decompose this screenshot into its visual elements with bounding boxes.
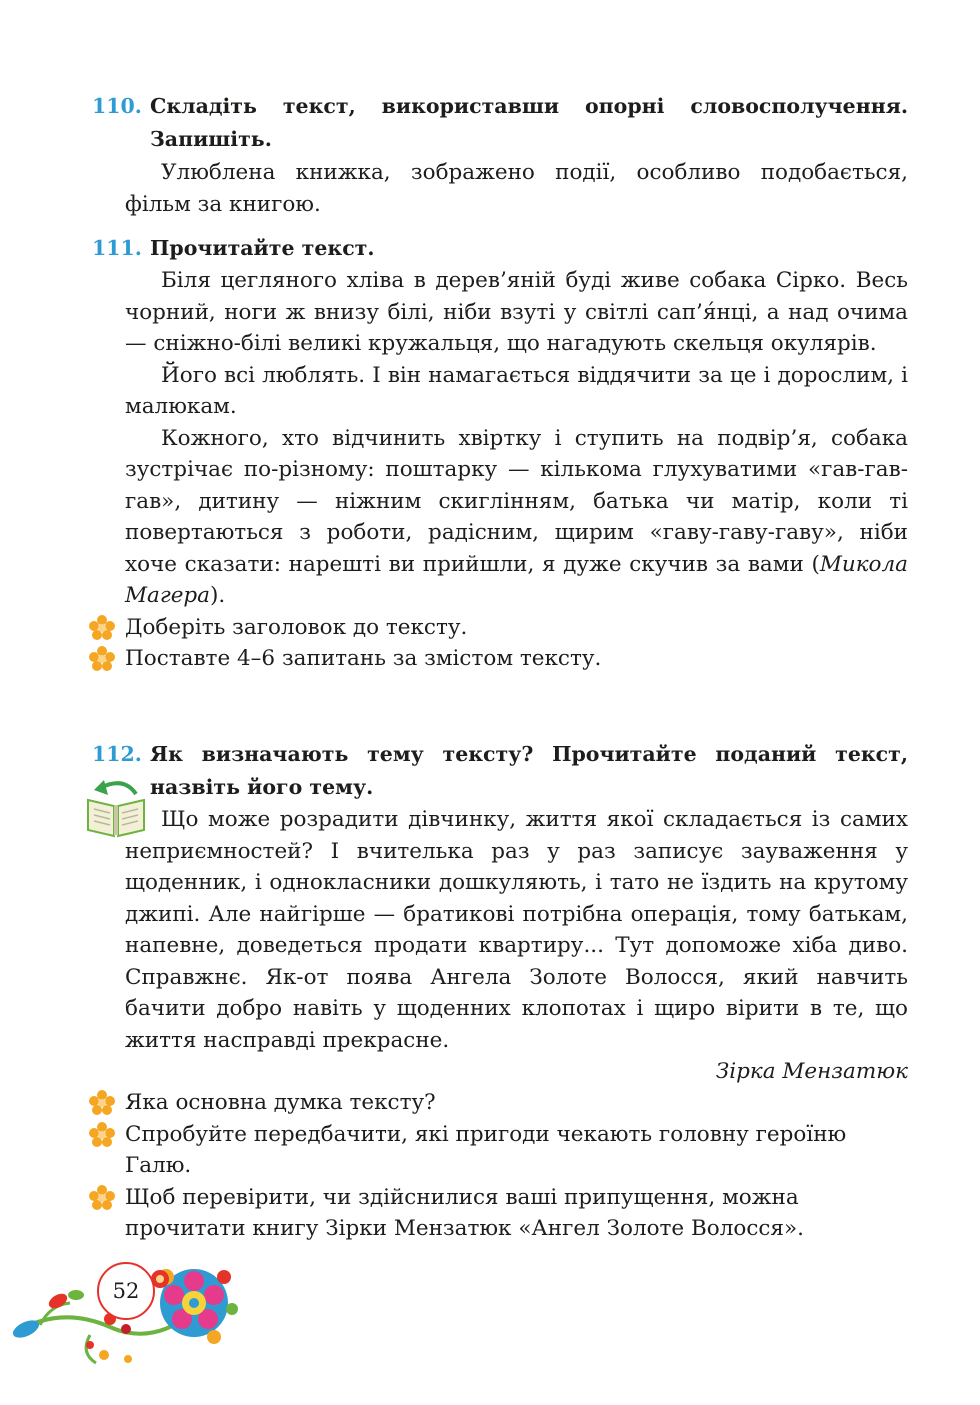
exercise-110-header [92,90,908,156]
exercise-text [125,265,908,612]
exercise-task: Складіть текст, використавши опорні словосполучення. Запишіть. [150,94,908,151]
question-text: Яка основна думка тексту? [125,1090,436,1115]
exercise-112 [92,738,908,1245]
exercise-number: 112. [92,742,142,766]
exercise-task: Як визначають тему тексту? Прочитайте поданий текст, назвіть його тему. [150,742,908,799]
question-item [92,643,908,675]
paragraph: Улюблена книжка, зображено події, особливо подобається, фільм за книгою. [125,160,908,217]
question-text: Доберіть заголовок до тексту. [125,614,468,640]
paragraph-end: ). [210,583,226,608]
exercise-text [125,157,908,220]
flower-icon [92,643,125,674]
paragraph [125,423,908,612]
exercise-111 [92,232,908,675]
exercise-task: Прочитайте текст. [150,236,375,260]
flower-icon [92,1182,125,1213]
question-item [92,1087,908,1119]
paragraph: Що може розрадити дівчинку, життя якої складається із самих неприємностей? І вчителька раз у раз записує зауваження у щоденник, і однокласники дошкуляють, і тато не їздить на крутому джипі. Але найгірше — братикові потрібна операція, тому батькам, напевне, доведеться продати квартиру... Тут допоможе хіба диво. Справжнє. Як-от поява Ангела Золоте Волосся, який навчить бачити добро навіть у щоденних клопотах і щиро вірити в те, що життя насправді прекрасне. [125,807,908,1053]
exercise-111-header [92,232,908,265]
question-text: Поставте 4–6 запитань за змістом тексту. [125,646,602,671]
paragraph-text: Кожного, хто відчинить хвіртку і ступить на подвір’я, собака зустрічає по-різному: поштарку — кількома глухуватими «гав-гав-гав», дитину — ніжним скиглінням, батька чи матір, коли ті повертаються з роботи, радісним, щирим «гаву-гаву-гаву», ніби хоче сказати: нарешті ви прийшли, я дуже скучив за вами ( [125,425,908,577]
exercise-110 [92,90,908,220]
exercise-number: 111. [92,236,142,260]
exercise-text [125,804,908,1056]
question-item [92,612,908,644]
page-number: 52 [97,1262,155,1320]
paragraph: Його всі люблять. І він намагається віддячити за це і дорослим, і малюкам. [125,362,908,419]
text-attribution: Зірка Мензатюк [715,1059,908,1084]
question-text: Спробуйте передбачити, які пригоди чекають головну героїню Галю. [125,1121,847,1178]
flower-icon [92,1087,125,1118]
exercise-number: 110. [92,94,142,118]
paragraph: Біля цегляного хліва в дерев’яній буді живе собака Сірко. Весь чорний, ноги ж внизу білі, ніби взуті у світлі сап’я́нці, а над очима — сніжно-білі великі кружальця, що нагадують скельця окулярів. [125,268,908,356]
exercise-112-header [92,738,908,804]
question-text: Щоб перевірити, чи здійснилися ваші припущення, можна прочитати книгу Зірки Мензатюк «Ангел Золоте Волосся». [125,1184,804,1241]
flower-icon [92,612,125,643]
flower-icon [92,1119,125,1150]
question-item [92,1119,908,1182]
author-name: Микола Магера [125,551,908,608]
question-item [92,1182,908,1245]
